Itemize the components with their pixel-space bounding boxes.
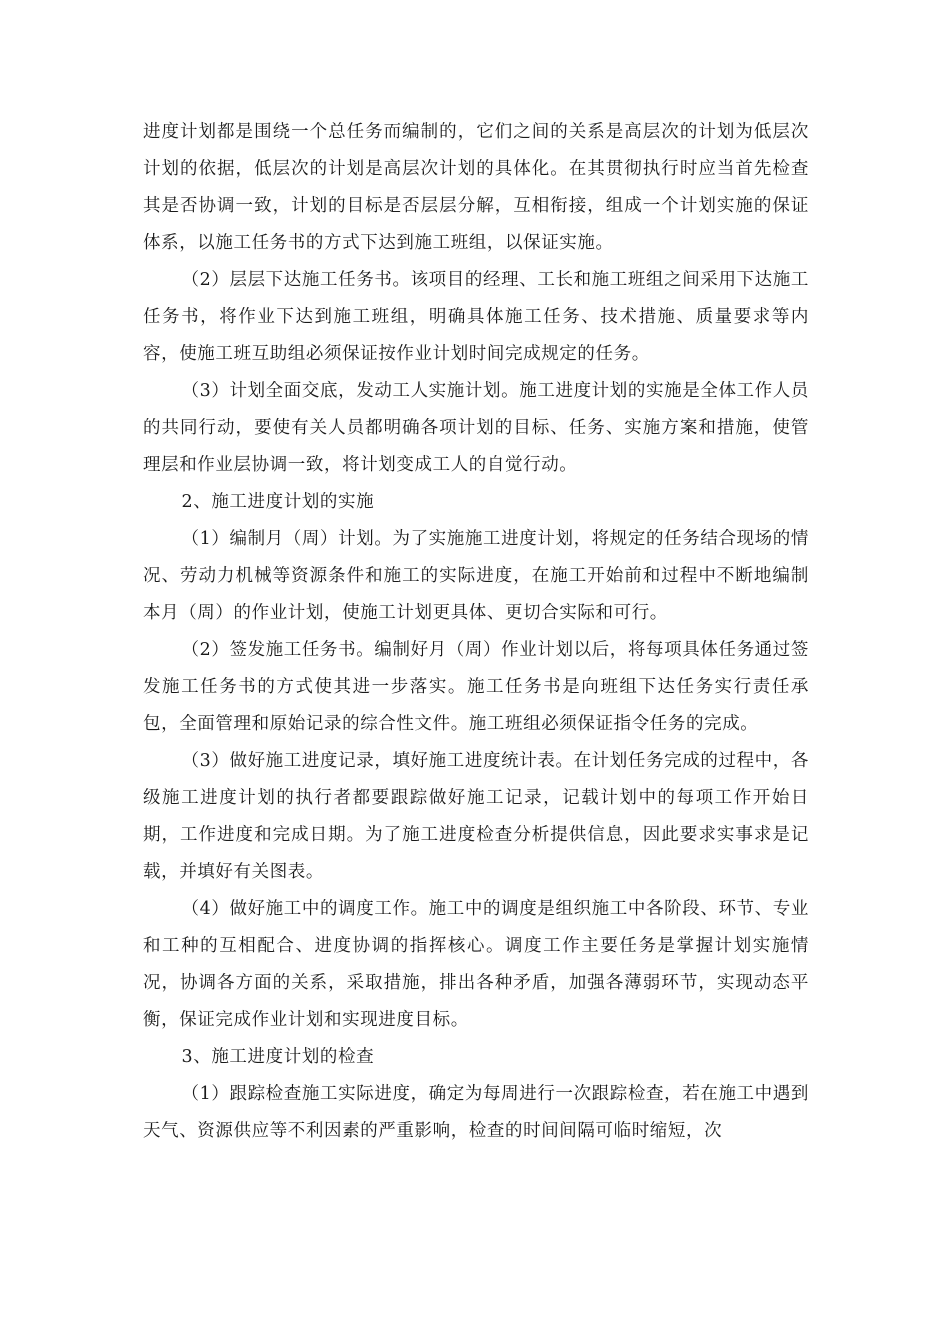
body-paragraph: （1）编制月（周）计划。为了实施施工进度计划，将规定的任务结合现场的情况、劳动力机械等资源条件和施工的实际进度，在施工开始前和过程中不断地编制本月（周）的作业计划，使施工计划更具体、更切合实际和可行。 xyxy=(143,529,809,623)
body-paragraph: 进度计划都是围绕一个总任务而编制的，它们之间的关系是高层次的计划为低层次计划的依据，低层次的计划是高层次计划的具体化。在其贯彻执行时应当首先检查其是否协调一致，计划的目标是否层层分解，互相衔接，组成一个计划实施的保证体系，以施工任务书的方式下达到施工班组，以保证实施。 xyxy=(143,122,809,253)
body-paragraph: （3）计划全面交底，发动工人实施计划。施工进度计划的实施是全体工作人员的共同行动，要使有关人员都明确各项计划的目标、任务、实施方案和措施，使管理层和作业层协调一致，将计划变成工人的自觉行动。 xyxy=(143,381,809,475)
body-paragraph: （4）做好施工中的调度工作。施工中的调度是组织施工中各阶段、环节、专业和工种的互相配合、进度协调的指挥核心。调度工作主要任务是掌握计划实施情况，协调各方面的关系，采取措施，排出各种矛盾，加强各薄弱环节，实现动态平衡，保证完成作业计划和实现进度目标。 xyxy=(143,899,809,1030)
section-heading: 2、施工进度计划的实施 xyxy=(181,492,375,512)
section-heading: 3、施工进度计划的检查 xyxy=(181,1047,375,1067)
body-paragraph: （3）做好施工进度记录，填好施工进度统计表。在计划任务完成的过程中，各级施工进度计划的执行者都要跟踪做好施工记录，记载计划中的每项工作开始日期，工作进度和完成日期。为了施工进度检查分析提供信息，因此要求实事求是记载，并填好有关图表。 xyxy=(143,751,809,882)
document-body xyxy=(143,114,809,1150)
body-paragraph: （1）跟踪检查施工实际进度，确定为每周进行一次跟踪检查，若在施工中遇到天气、资源供应等不利因素的严重影响，检查的时间间隔可临时缩短，次 xyxy=(143,1084,809,1141)
body-paragraph: （2）签发施工任务书。编制好月（周）作业计划以后，将每项具体任务通过签发施工任务书的方式使其进一步落实。施工任务书是向班组下达任务实行责任承包，全面管理和原始记录的综合性文件。施工班组必须保证指令任务的完成。 xyxy=(143,640,809,734)
body-paragraph: （2）层层下达施工任务书。该项目的经理、工长和施工班组之间采用下达施工任务书，将作业下达到施工班组，明确具体施工任务、技术措施、质量要求等内容，使施工班互助组必须保证按作业计划时间完成规定的任务。 xyxy=(143,270,809,364)
